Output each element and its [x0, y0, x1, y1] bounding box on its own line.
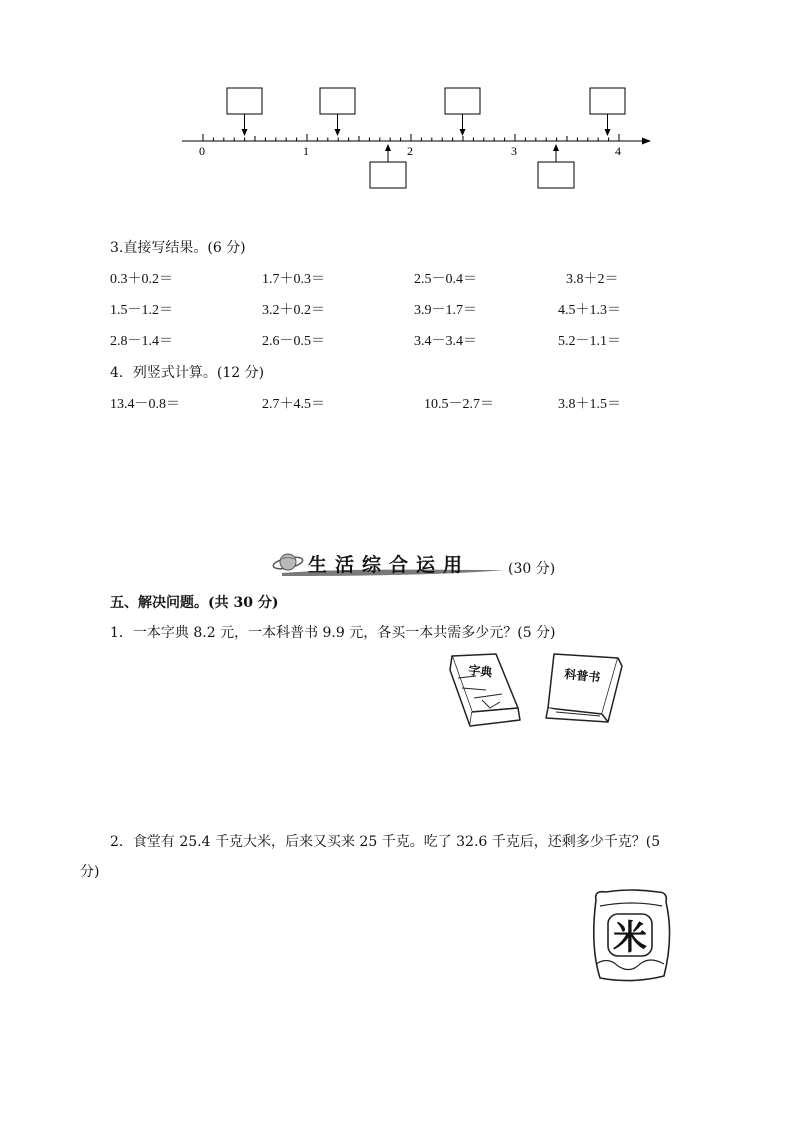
tick-label-3: 3 — [511, 144, 517, 158]
answer-box-6[interactable] — [538, 162, 574, 188]
science-book-icon — [546, 654, 622, 722]
books-illustration — [446, 648, 626, 730]
q3-item: 3.9－1.7＝ — [414, 303, 477, 318]
q4-item: 3.8＋1.5＝ — [558, 397, 621, 412]
q3-item: 1.5－1.2＝ — [110, 303, 173, 318]
q3-item: 3.4－3.4＝ — [414, 334, 477, 349]
answer-box-3[interactable] — [445, 88, 480, 114]
q3-item: 1.7＋0.3＝ — [262, 272, 325, 287]
q3-item: 3.2＋0.2＝ — [262, 303, 325, 318]
q3-item: 2.8－1.4＝ — [110, 334, 173, 349]
problem-2-line-2: 分) — [80, 864, 100, 880]
q3-item: 3.8＋2＝ — [566, 272, 619, 287]
tick-label-0: 0 — [199, 144, 205, 158]
q4-item: 13.4－0.8＝ — [110, 397, 180, 412]
planet-icon — [272, 554, 303, 571]
q3-item: 2.6－0.5＝ — [262, 334, 325, 349]
answer-box-4[interactable] — [590, 88, 625, 114]
number-line-figure — [170, 80, 660, 195]
section5-title: 五、解决问题。(共 30 分) — [110, 595, 279, 611]
q4-item: 2.7＋4.5＝ — [262, 397, 325, 412]
problem-1-text: 1．一本字典 8.2 元，一本科普书 9.9 元，各买一本共需多少元？(5 分) — [110, 625, 556, 641]
section-banner — [272, 546, 562, 580]
tick-label-4: 4 — [615, 144, 621, 158]
dictionary-label: 字典 — [467, 663, 494, 680]
answer-box-1[interactable] — [227, 88, 262, 114]
q3-title: 3.直接写结果。(6 分) — [110, 240, 246, 256]
answer-box-2[interactable] — [320, 88, 355, 114]
science-book-label: 科普书 — [563, 667, 601, 685]
rice-bag-illustration — [588, 886, 674, 988]
banner-score: (30 分) — [508, 561, 556, 577]
q3-item: 5.2－1.1＝ — [558, 334, 621, 349]
tick-label-1: 1 — [303, 144, 309, 158]
q3-item: 0.3＋0.2＝ — [110, 272, 173, 287]
q4-title: 4．列竖式计算。(12 分) — [110, 365, 265, 381]
q3-item: 2.5－0.4＝ — [414, 272, 477, 287]
banner-title: 生活综合运用 — [308, 554, 471, 576]
q4-item: 10.5－2.7＝ — [424, 397, 494, 412]
problem-2-line-1: 2．食堂有 25.4 千克大米，后来又买来 25 千克。吃了 32.6 千克后，还剩多少千克？(5 — [110, 834, 661, 850]
q3-item: 4.5＋1.3＝ — [558, 303, 621, 318]
rice-bag-label: 米 — [613, 918, 647, 958]
tick-label-2: 2 — [407, 144, 413, 158]
answer-box-5[interactable] — [370, 162, 406, 188]
